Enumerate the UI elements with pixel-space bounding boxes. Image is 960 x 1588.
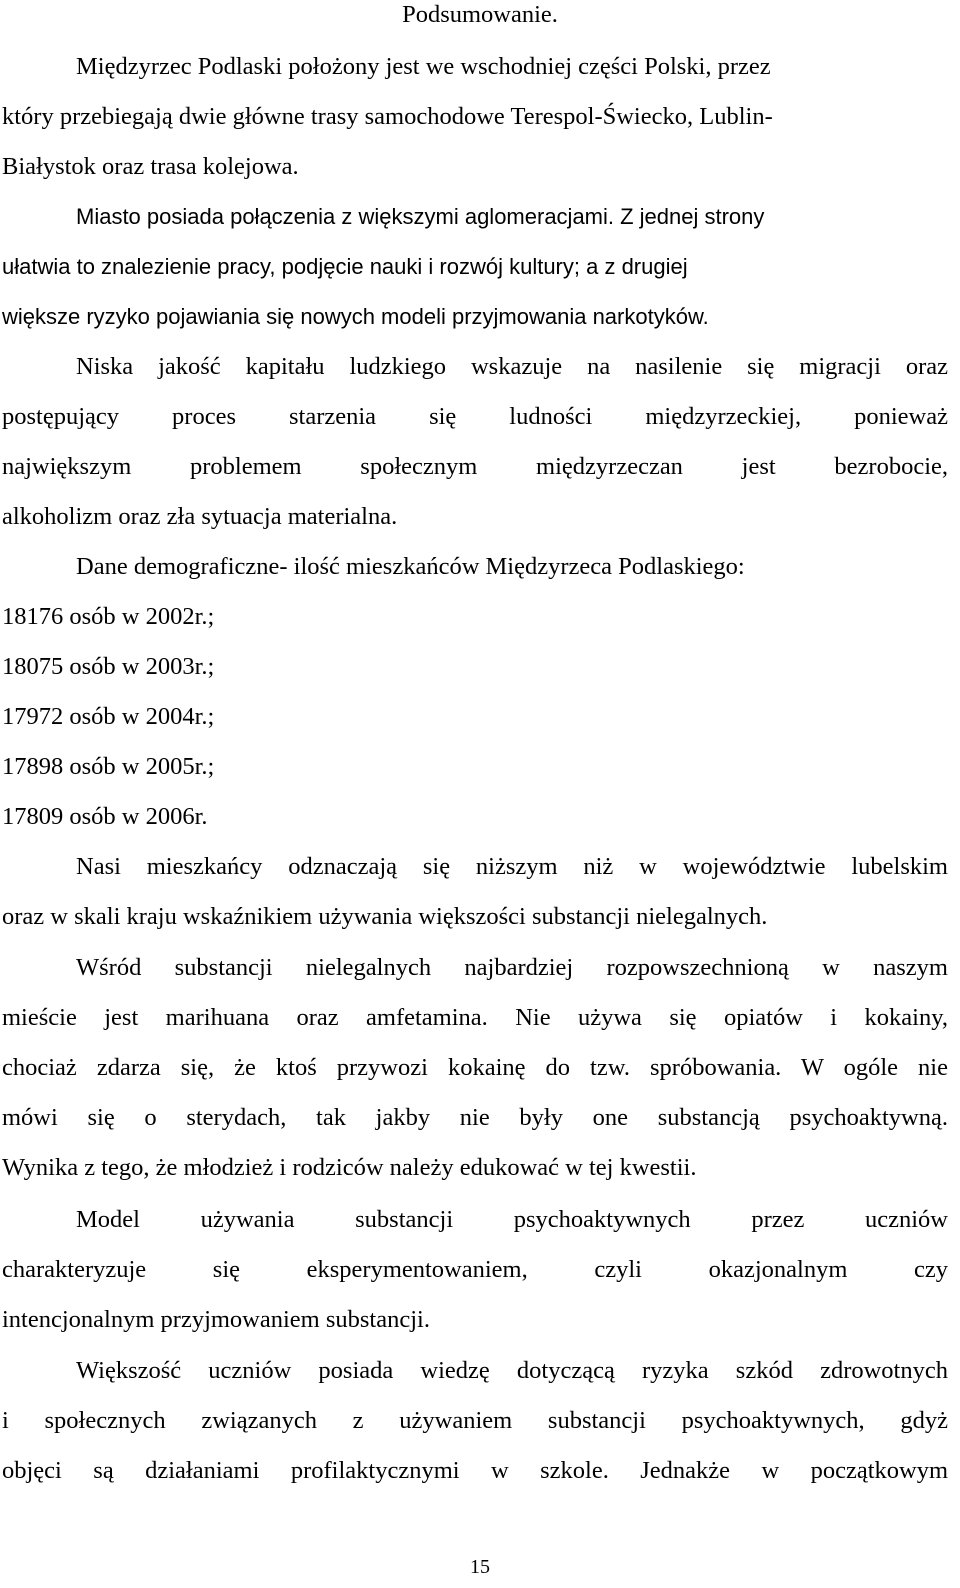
text-line: mówi się o sterydach, tak jakby nie były one substancją psychoaktywną. xyxy=(2,1104,948,1131)
text-line: postępujący proces starzenia się ludności międzyrzeckiej, ponieważ xyxy=(2,403,948,430)
text-line: Miasto posiada połączenia z większymi aglomeracjami. Z jednej strony xyxy=(76,204,765,229)
text-line: Większość uczniów posiada wiedzę dotyczącą ryzyka szkód zdrowotnych xyxy=(76,1357,948,1384)
text-line: 17898 osób w 2005r.; xyxy=(2,753,215,780)
text-line: alkoholizm oraz zła sytuacja materialna. xyxy=(2,503,398,530)
text-line: Międzyrzec Podlaski położony jest we wschodniej części Polski, przez xyxy=(76,53,771,80)
text-line: charakteryzuje się eksperymentowaniem, czyli okazjonalnym czy xyxy=(2,1256,948,1283)
text-line: Niska jakość kapitału ludzkiego wskazuje na nasilenie się migracji oraz xyxy=(76,353,948,380)
text-line: Dane demograficzne- ilość mieszkańców Międzyrzeca Podlaskiego: xyxy=(76,553,745,580)
text-line: oraz w skali kraju wskaźnikiem używania większości substancji nielegalnych. xyxy=(2,903,768,930)
text-line: 18176 osób w 2002r.; xyxy=(2,603,215,630)
text-line: ułatwia to znalezienie pracy, podjęcie nauki i rozwój kultury; a z drugiej xyxy=(2,254,688,279)
text-line: 17809 osób w 2006r. xyxy=(2,803,208,830)
page-title: Podsumowanie. xyxy=(402,1,558,28)
text-line: Wśród substancji nielegalnych najbardziej rozpowszechnioną w naszym xyxy=(76,954,948,981)
text-line: który przebiegają dwie główne trasy samochodowe Terespol-Świecko, Lublin- xyxy=(2,103,773,130)
text-line: Model używania substancji psychoaktywnych przez uczniów xyxy=(76,1206,948,1233)
text-line: i społecznych związanych z używaniem substancji psychoaktywnych, gdyż xyxy=(2,1407,948,1434)
text-line: chociaż zdarza się, że ktoś przywozi kokainę do tzw. spróbowania. W ogóle nie xyxy=(2,1054,948,1081)
text-line: Nasi mieszkańcy odznaczają się niższym niż w województwie lubelskim xyxy=(76,853,948,880)
text-line: większe ryzyko pojawiania się nowych modeli przyjmowania narkotyków. xyxy=(2,304,709,329)
text-line: Białystok oraz trasa kolejowa. xyxy=(2,153,299,180)
text-line: mieście jest marihuana oraz amfetamina. Nie używa się opiatów i kokainy, xyxy=(2,1004,948,1031)
page-number: 15 xyxy=(470,1556,490,1578)
text-line: Wynika z tego, że młodzież i rodziców należy edukować w tej kwestii. xyxy=(2,1154,697,1181)
text-line: 17972 osób w 2004r.; xyxy=(2,703,215,730)
text-line: największym problemem społecznym międzyrzeczan jest bezrobocie, xyxy=(2,453,948,480)
text-line: objęci są działaniami profilaktycznymi w szkole. Jednakże w początkowym xyxy=(2,1457,948,1484)
text-line: 18075 osób w 2003r.; xyxy=(2,653,215,680)
text-line: intencjonalnym przyjmowaniem substancji. xyxy=(2,1306,430,1333)
